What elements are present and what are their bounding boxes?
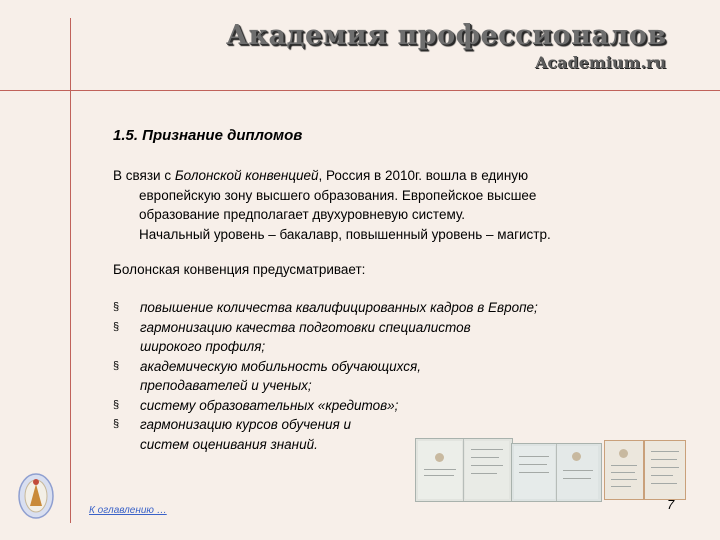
bullet-text: повышение количества квалифицированных кадров в Европе; [140, 300, 538, 315]
back-to-contents-link[interactable]: К оглавлению … [89, 505, 167, 516]
intro-line-2: европейскую зону высшего образования. Европейское высшее [139, 187, 537, 203]
intro-line-1-rest: , Россия в 2010г. вошла в единую [318, 168, 529, 183]
bullet-text-continued: преподавателей и ученых; [140, 378, 312, 393]
bullet-marker-icon: § [113, 418, 120, 430]
site-title: Академия профессионалов [226, 20, 667, 51]
intro-emphasis: Болонской конвенцией [174, 168, 319, 183]
intro-line-3: образование предполагает двухуровневую систему. [139, 207, 466, 222]
bullet-item [113, 298, 653, 318]
intro-line-4: Начальный уровень – бакалавр, повышенный уровень – магистр. [139, 226, 551, 242]
diploma-image-3 [604, 440, 644, 500]
diploma-image-1 [415, 438, 513, 502]
bullet-text-continued: систем оценивания знаний. [140, 436, 318, 452]
bullet-marker-icon: § [113, 301, 120, 313]
vertical-rule [70, 18, 71, 523]
bullet-marker-icon: § [113, 359, 120, 372]
bullet-text: гармонизацию курсов обучения и [140, 417, 351, 432]
bullet-item [113, 318, 653, 357]
bullet-list [113, 298, 653, 454]
bullet-text: академическую мобильность обучающихся, [140, 358, 421, 374]
horizontal-rule [0, 90, 720, 91]
bullet-text-continued: широкого профиля; [140, 339, 266, 354]
bullet-item [113, 396, 653, 416]
page-number: 7 [667, 497, 675, 512]
bullet-item [113, 357, 653, 396]
intro-prefix: В связи с [113, 168, 175, 183]
academy-logo-icon [16, 466, 56, 520]
site-domain: Academium.ru [535, 53, 667, 72]
section-heading: 1.5. Признание дипломов [113, 127, 303, 144]
intro-paragraph [113, 166, 653, 244]
bullet-marker-icon: § [113, 320, 120, 333]
bullet-text: гармонизацию качества подготовки специалистов [140, 319, 471, 335]
intro-line-1 [113, 166, 653, 186]
bullets-lead: Болонская конвенция предусматривает: [113, 262, 366, 277]
bullet-marker-icon: § [113, 398, 120, 411]
diploma-image-4 [644, 440, 686, 500]
bullet-text: систему образовательных «кредитов»; [140, 397, 399, 413]
diploma-image-2 [511, 443, 602, 502]
